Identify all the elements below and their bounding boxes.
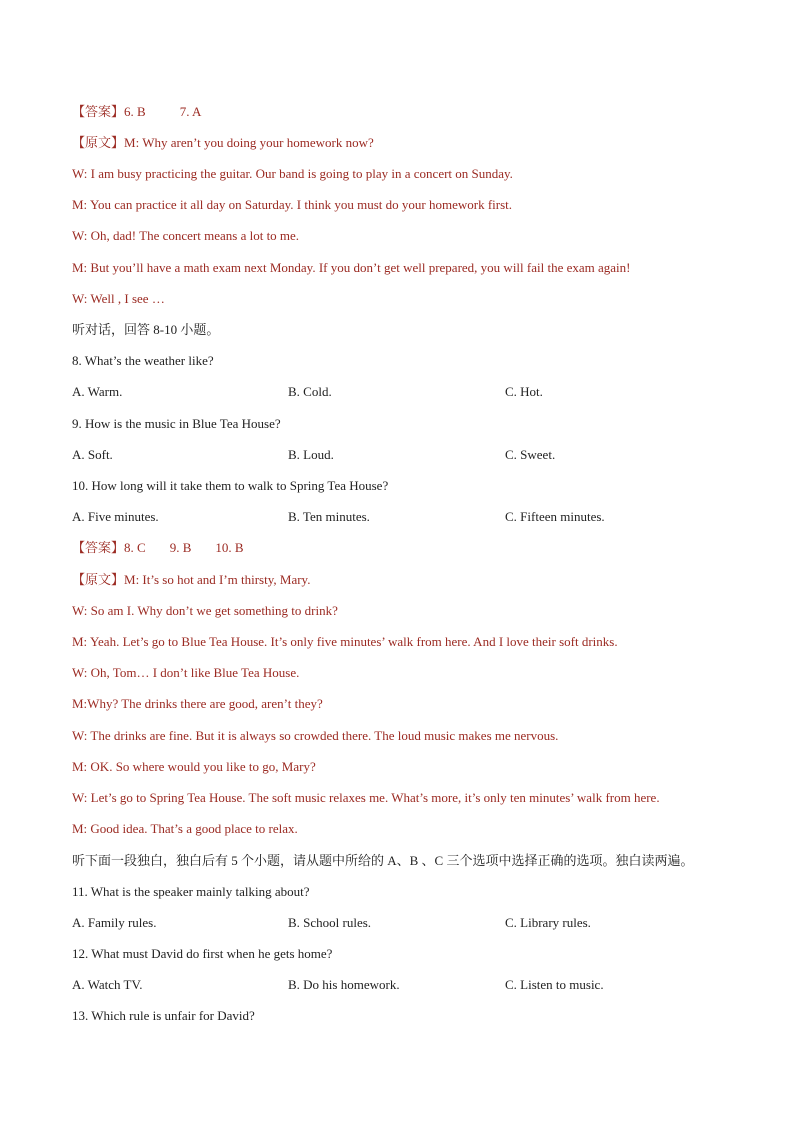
option-b: B. Do his homework. — [288, 977, 400, 992]
dialogue-line: W: I am busy practicing the guitar. Our band is going to play in a concert on Sunday. — [72, 166, 513, 181]
dialogue-line: W: Oh, Tom… I don’t like Blue Tea House. — [72, 665, 300, 680]
question-text: 9. How is the music in Blue Tea House? — [72, 416, 281, 431]
option-a: A. Warm. — [72, 384, 123, 399]
dialogue-line: M:Why? The drinks there are good, aren’t they? — [72, 696, 323, 711]
dialogue-line: W: The drinks are fine. But it is always so crowded there. The loud music makes me nervous. — [72, 728, 559, 743]
dialogue-line: M: But you’ll have a math exam next Monday. If you don’t get well prepared, you will fail the exam again! — [72, 260, 631, 275]
question-text: 11. What is the speaker mainly talking about? — [72, 884, 310, 899]
option-a: A. Five minutes. — [72, 509, 159, 524]
script-tag: 【原文】 — [72, 572, 125, 587]
script-line — [72, 135, 374, 151]
section-instruction: 听对话，回答 8-10 小题。 — [72, 322, 220, 337]
dialogue-line: M: Good idea. That’s a good place to relax. — [72, 821, 298, 836]
section-instruction: 听下面一段独白，独白后有 5 个小题，请从题中所给的 A、B 、C 三个选项中选择正确的选项。独白读两遍。 — [72, 853, 694, 868]
option-c: C. Fifteen minutes. — [505, 509, 605, 524]
option-c: C. Sweet. — [505, 447, 556, 462]
dialogue-line: M: Yeah. Let’s go to Blue Tea House. It’s only five minutes’ walk from here. And I love their soft drinks. — [72, 634, 618, 649]
question-text: 13. Which rule is unfair for David? — [72, 1008, 255, 1023]
dialogue-line: M: You can practice it all day on Saturday. I think you must do your homework first. — [72, 197, 513, 212]
dialogue-line: W: Well , I see … — [72, 291, 165, 306]
answer-line-2 — [72, 540, 244, 556]
answer-tag: 【答案】 — [72, 104, 125, 119]
option-b: B. School rules. — [288, 915, 372, 930]
dialogue-line: M: It’s so hot and I’m thirsty, Mary. — [124, 572, 311, 587]
answer-item: 6. B — [124, 104, 146, 119]
option-b: B. Loud. — [288, 447, 334, 462]
dialogue-line: M: OK. So where would you like to go, Mary? — [72, 759, 316, 774]
option-a: A. Family rules. — [72, 915, 157, 930]
option-c: C. Hot. — [505, 384, 543, 399]
question-text: 8. What’s the weather like? — [72, 353, 214, 368]
script-tag: 【原文】 — [72, 135, 125, 150]
question-text: 10. How long will it take them to walk to Spring Tea House? — [72, 478, 389, 493]
answer-item: 7. A — [179, 104, 202, 119]
option-c: C. Library rules. — [505, 915, 591, 930]
option-b: B. Cold. — [288, 384, 332, 399]
option-a: A. Watch TV. — [72, 977, 143, 992]
dialogue-line: M: Why aren’t you doing your homework now? — [124, 135, 374, 150]
answer-item: 9. B — [169, 540, 192, 555]
option-a: A. Soft. — [72, 447, 113, 462]
dialogue-line: W: Let’s go to Spring Tea House. The soft music relaxes me. What’s more, it’s only ten minutes’ walk from here. — [72, 790, 660, 805]
answer-tag: 【答案】 — [72, 540, 125, 555]
question-text: 12. What must David do first when he gets home? — [72, 946, 333, 961]
dialogue-line: W: So am I. Why don’t we get something to drink? — [72, 603, 338, 618]
answer-item: 8. C — [124, 540, 146, 555]
answer-line-1 — [72, 104, 201, 120]
option-b: B. Ten minutes. — [288, 509, 370, 524]
script-line — [72, 572, 310, 588]
answer-item: 10. B — [215, 540, 244, 555]
option-c: C. Listen to music. — [505, 977, 604, 992]
dialogue-line: W: Oh, dad! The concert means a lot to me. — [72, 228, 300, 243]
